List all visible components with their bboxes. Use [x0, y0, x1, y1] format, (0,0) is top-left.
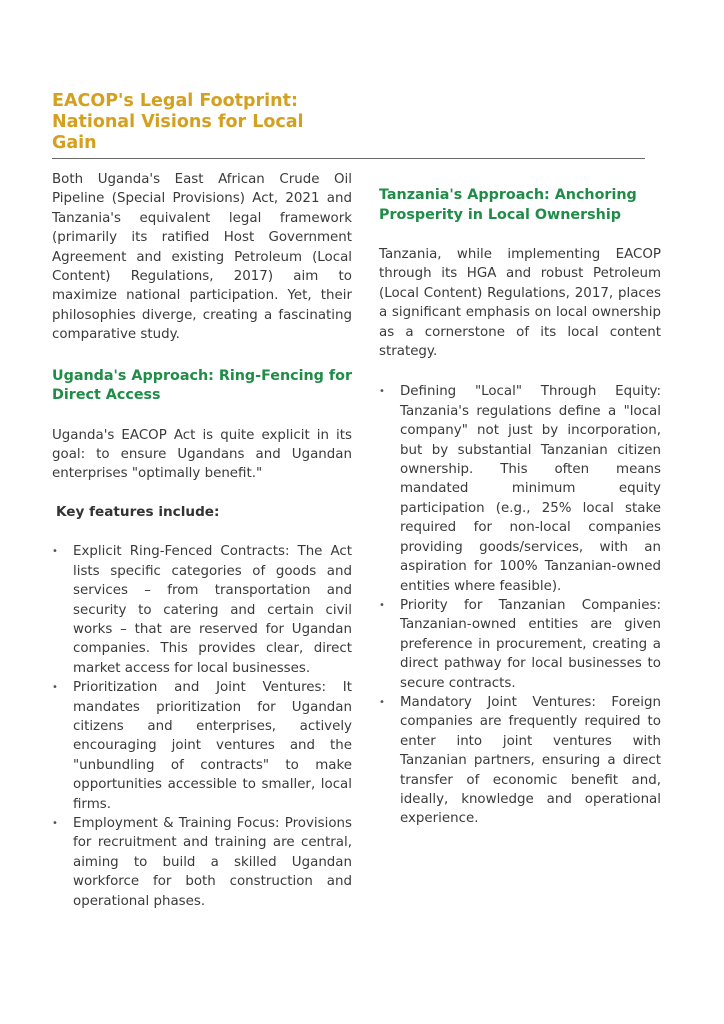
right-column [379, 186, 661, 829]
list-item: • Employment & Training Focus: Provisions for recruitment and training are central, aiming to build a skilled Ugandan workforce for both construction and operational phases. [52, 815, 352, 909]
tanzania-paragraph: Tanzania, while implementing EACOP through its HGA and robust Petroleum (Local Content) Regulations, 2017, places a significant emphasis on local ownership as a cornerstone of its local content strategy. [379, 247, 661, 360]
bullet-icon: • [379, 386, 385, 398]
left-column [52, 170, 352, 911]
uganda-paragraph: Uganda's EACOP Act is quite explicit in its goal: to ensure Ugandans and Ugandan enterprises "optimally benefit." [52, 427, 352, 482]
bullet-icon: • [52, 682, 58, 694]
page-title: EACOP's Legal Footprint: National Visions for Local Gain [52, 91, 304, 153]
tanzania-bullet-list [379, 382, 661, 828]
uganda-bullet-list [52, 542, 352, 911]
bullet-icon: • [379, 599, 385, 611]
bullet-icon: • [379, 696, 385, 708]
list-item: • Mandatory Joint Ventures: Foreign companies are frequently required to enter into joint ventures with Tanzanian partners, ensuring a direct transfer of economic benefit and, ideally, knowledge and operational experience. [379, 694, 661, 827]
title-divider [52, 158, 645, 159]
list-item: • Explicit Ring-Fenced Contracts: The Act lists specific categories of goods and services – from transportation and security to catering and certain civil works – that are reserved for Ugandan companies. This provides clear, direct market access for local businesses. [52, 544, 352, 676]
bullet-icon: • [52, 817, 58, 829]
uganda-heading: Uganda's Approach: Ring-Fencing for Direct Access [52, 367, 352, 404]
list-item: • Prioritization and Joint Ventures: It mandates prioritization for Ugandan citizens and enterprises, actively encouraging joint ventures and the "unbundling of contracts" to make opportunities accessible to smaller, local firms. [52, 680, 352, 812]
bullet-icon: • [52, 546, 58, 558]
list-item: • Priority for Tanzanian Companies: Tanzanian-owned entities are given preference in procurement, creating a direct pathway for local businesses to secure contracts. [379, 597, 661, 691]
list-item: • Defining "Local" Through Equity: Tanzania's regulations define a "local company" not just by incorporation, but by substantial Tanzanian citizen ownership. This often means mandated minimum equity participation (e.g., 25% local stake required for non-local companies providing goods/services, with an aspiration for 100% Tanzanian-owned entities where feasible). [379, 384, 661, 594]
tanzania-heading: Tanzania's Approach: Anchoring Prosperity in Local Ownership [379, 187, 637, 223]
key-features-label: Key features include: [56, 503, 220, 520]
intro-paragraph: Both Uganda's East African Crude Oil Pipeline (Special Provisions) Act, 2021 and Tanzania's equivalent legal framework (primarily its ratified Host Government Agreement and existing Petroleum (Local Content) Regulations, 2017) aim to maximize national participation. Yet, their philosophies diverge, creating a fascinating comparative study. [52, 172, 352, 343]
